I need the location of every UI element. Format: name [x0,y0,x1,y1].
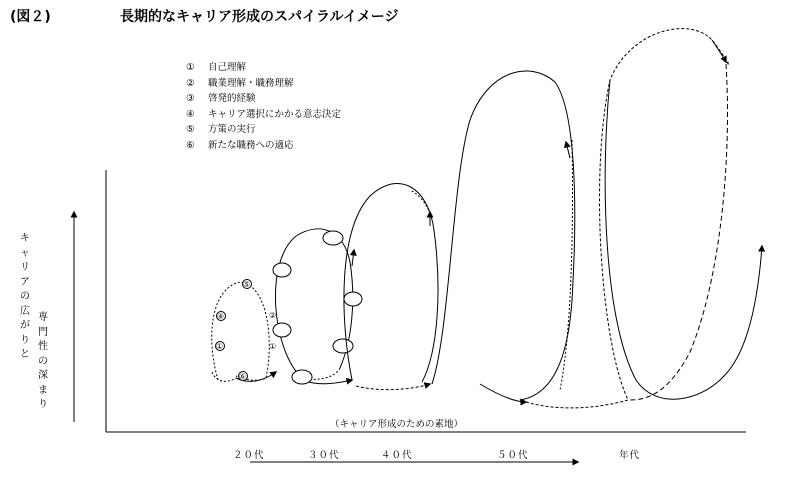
spiral-loop-5-solid [605,80,762,399]
figure-label: (図２) [10,9,51,25]
marker-label: ⑤ [243,280,251,289]
spiral-loop-3 [344,183,438,382]
age-label-year: 年代 [619,450,641,461]
age-label-20s: ２０代 [233,450,265,461]
arrowhead-icon [566,142,570,158]
step-node-icon [292,370,312,384]
age-label-50s: ５０代 [497,450,529,461]
y-axis-label-breadth: キャリアの広がりと [20,233,30,360]
legend-text: 職業理解・職務理解 [208,77,294,89]
legend-number: ④ [186,108,195,120]
legend-number: ③ [186,93,195,104]
base-label: （キャリア形成のための素地） [330,419,464,430]
legend-number: ① [186,62,195,73]
spiral-loop-2 [275,229,352,378]
spiral-link-3 [356,384,430,390]
legend-text: 新たな職務への適応 [208,139,294,151]
step-node-icon [273,323,291,337]
spiral-loop-3-dotted [410,190,430,214]
legend-text: 自己理解 [208,62,247,73]
legend-text: 方策の実行 [208,124,256,135]
y-axis-label-depth: 専門性の深まり [38,312,48,410]
age-label-30s: ３０代 [308,450,340,461]
spiral-base-1 [212,372,236,381]
step-node-icon [323,231,343,245]
spiral-loop-5 [526,29,729,408]
legend-text: キャリア選択にかかる意志決定 [208,108,342,120]
legend-number: ⑤ [186,124,195,135]
spiral-loop-5-inner-dotted [630,64,728,400]
legend-number: ⑥ [186,139,195,151]
arrowhead-icon [352,250,354,266]
step-node-icon [344,292,362,306]
legend-number: ② [186,77,195,89]
marker-label: ② [269,311,277,320]
marker-label: ① [269,342,277,351]
marker-label: ① [216,342,224,351]
diagram-title: 長期的なキャリア形成のスパイラルイメージ [120,9,399,25]
step-node-icon [333,339,353,353]
marker-label: ④ [217,312,225,321]
marker-label: ⑥ [239,372,247,381]
spiral-loop-4 [432,71,575,400]
spiral-loop-5-top [712,40,726,62]
legend-text: 啓発的経験 [208,93,256,104]
step-node-icon [273,263,291,277]
spiral-loop-1 [212,282,270,380]
spiral-loop-4-dotted [560,140,573,390]
spiral-link-4 [480,384,526,402]
age-label-40s: ４０代 [381,450,413,461]
